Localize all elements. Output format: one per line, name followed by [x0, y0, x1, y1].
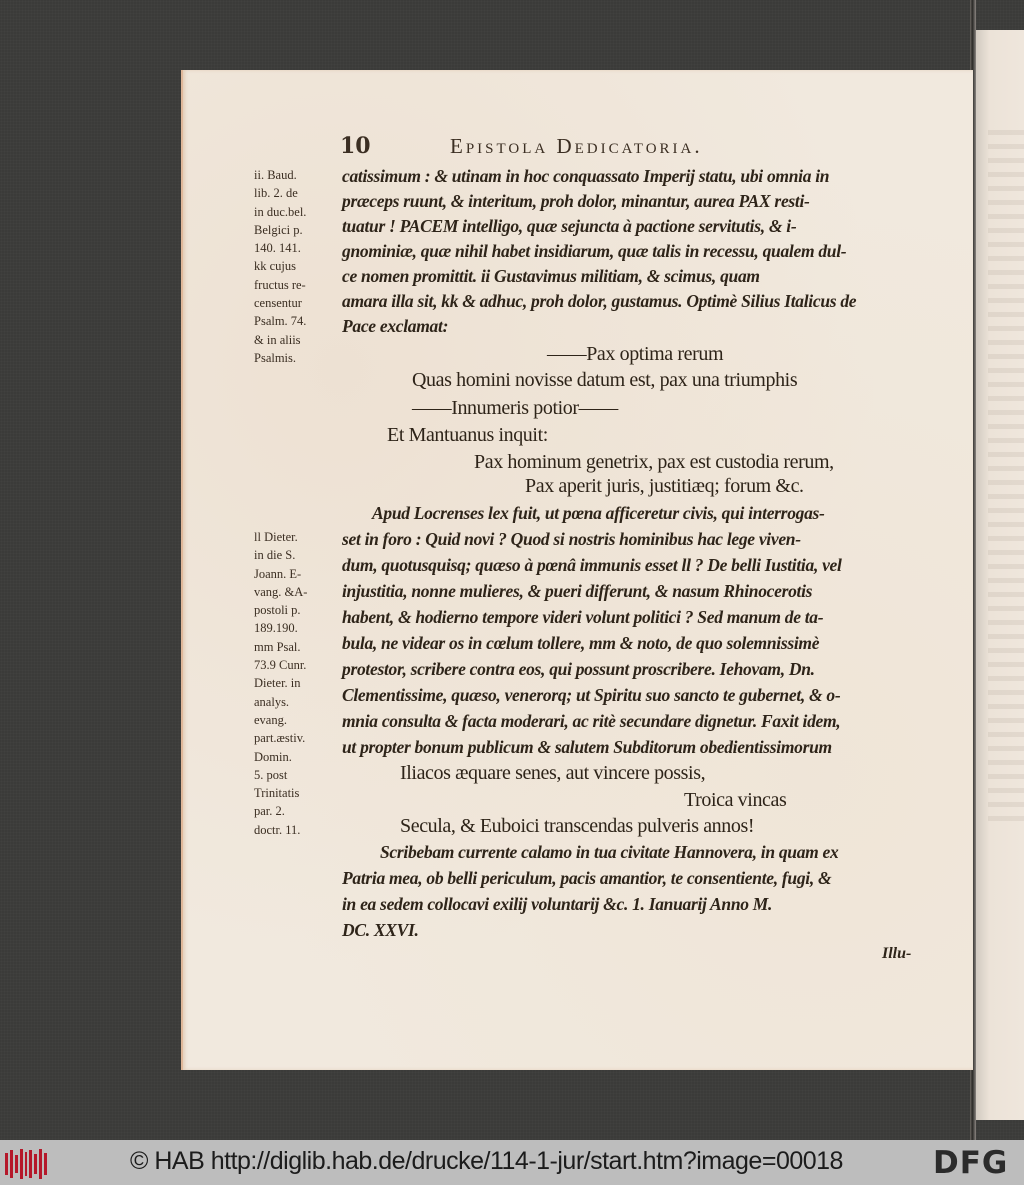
text-line: set in foro : Quid novi ? Quod si nostris hominibus hac lege viven- [342, 529, 801, 549]
hab-logo-icon [5, 1149, 47, 1179]
margin-note-line: mm Psal. [254, 639, 301, 654]
text-line: dum, quotusquisq; quæso à pœnâ immunis esset ll ? De belli Iustitia, vel [342, 555, 842, 575]
text-line: DC. XXVI. [342, 920, 419, 940]
text-line: Troica vincas [684, 789, 787, 811]
facing-page-bleed-through [988, 130, 1024, 830]
margin-note-line: Belgici p. [254, 222, 303, 237]
margin-note-line: fructus re- [254, 277, 306, 292]
margin-notes-bottom [254, 528, 344, 839]
margin-note-line: Trinitatis [254, 786, 300, 801]
text-line: catissimum : & utinam in hoc conquassato Imperij statu, ubi omnia in [342, 166, 830, 186]
margin-note-line: 73.9 Cunr. [254, 658, 307, 673]
margin-note-line: in die S. [254, 548, 296, 563]
text-line: Secula, & Euboici transcendas pulveris annos! [400, 815, 755, 837]
text-line: bula, ne videar os in cœlum tollere, mm & noto, de quo solemnissimè [342, 633, 820, 653]
margin-note-line: analys. [254, 694, 290, 709]
catchword: Illu- [882, 945, 912, 962]
margin-note-line: in duc.bel. [254, 204, 307, 219]
text-line: gnominiæ, quæ nihil habet insidiarum, quæ talis in recessu, qualem dul- [342, 241, 847, 261]
text-line: in ea sedem collocavi exilij voluntarij &c. 1. Ianuarij Anno M. [342, 894, 773, 914]
text-line: præceps ruunt, & interitum, proh dolor, minantur, aurea PAX resti- [342, 191, 810, 211]
text-line: Apud Locrenses lex fuit, ut pœna afficeretur civis, qui interrogas- [372, 503, 825, 523]
text-line: Quas homini novisse datum est, pax una triumphis [412, 369, 798, 391]
page-number: 10 [340, 133, 371, 159]
text-line: amara illa sit, kk & adhuc, proh dolor, gustamus. Optimè Silius Italicus de [342, 291, 857, 311]
text-line: ut propter bonum publicum & salutem Subditorum obedientissimorum [342, 737, 832, 757]
text-line: protestor, scribere contra eos, qui possunt proscribere. Iehovam, Dn. [342, 659, 815, 679]
text-line: tuatur ! PACEM intelligo, quæ sejuncta à pactione servitutis, & i- [342, 216, 797, 236]
margin-note-line: & in aliis [254, 332, 301, 347]
margin-note-line: postoli p. [254, 603, 301, 618]
margin-note-line: doctr. 11. [254, 822, 301, 837]
text-line: habent, & hodierno tempore videri volunt politici ? Sed manum de ta- [342, 607, 824, 627]
margin-note-line: 189.190. [254, 621, 298, 636]
text-line: Pax hominum genetrix, pax est custodia rerum, [474, 451, 834, 473]
margin-note-line: lib. 2. de [254, 186, 298, 201]
margin-note-line: ll Dieter. [254, 530, 298, 544]
margin-note-line: vang. &A- [254, 584, 308, 599]
running-title: Epistola Dedicatoria. [450, 134, 703, 158]
text-line: Pax aperit juris, justitiæq; forum &c. [525, 475, 804, 497]
text-line: Scribebam currente calamo in tua civitate Hannovera, in quam ex [380, 842, 839, 862]
margin-note-line: Psalmis. [254, 350, 297, 365]
text-line: ——Innumeris potior—— [412, 397, 618, 419]
margin-note-line: Psalm. 74. [254, 314, 307, 329]
text-line: Pace exclamat: [342, 316, 449, 336]
margin-note-line: part.æstiv. [254, 731, 306, 746]
copyright-url[interactable]: © HAB http://diglib.hab.de/drucke/114-1-jur/start.htm?image=00018 [130, 1147, 843, 1175]
margin-note-line: 140. 141. [254, 241, 301, 256]
margin-note-line: 5. post [254, 767, 288, 782]
text-line: ce nomen promittit. ii Gustavimus militiam, & scimus, quam [342, 266, 760, 286]
page-header [340, 131, 940, 159]
dfg-logo: DFG [933, 1145, 1009, 1181]
margin-notes-top [254, 166, 344, 367]
text-line: Et Mantuanus inquit: [387, 424, 548, 446]
text-line: Clementissime, quæso, venerorq; ut Spiritu suo sancto te gubernet, & o- [342, 685, 841, 705]
margin-note-line: Domin. [254, 749, 292, 764]
text-line: Patria mea, ob belli periculum, pacis amantior, te consentiente, fugi, & [342, 868, 832, 888]
text-line: injustitia, nonne mulieres, & pueri differunt, & nasum Rhinocerotis [342, 581, 813, 601]
footer-bar [0, 1140, 1024, 1185]
margin-note-line: kk cujus [254, 259, 297, 274]
margin-note-line: Joann. E- [254, 566, 302, 581]
margin-note-line: ii. Baud. [254, 168, 297, 182]
text-line: Iliacos æquare senes, aut vincere possis, [400, 762, 706, 784]
margin-note-line: censentur [254, 296, 302, 311]
text-line: ——Pax optima rerum [547, 343, 724, 365]
text-line: mnia consulta & facta moderari, ac ritè secundare dignetur. Faxit idem, [342, 711, 841, 731]
margin-note-line: par. 2. [254, 804, 285, 819]
margin-note-line: evang. [254, 712, 287, 727]
margin-note-line: Dieter. in [254, 676, 301, 691]
